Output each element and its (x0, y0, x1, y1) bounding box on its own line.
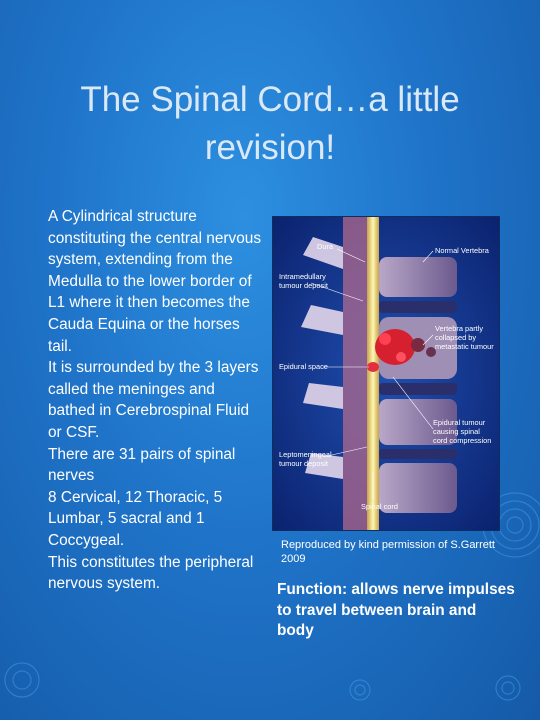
label-epidural-space: Epidural space (279, 362, 328, 371)
figure-caption: Reproduced by kind permission of S.Garrett 2009 (281, 539, 495, 565)
label-epidural-tumour-3: cord compression (433, 436, 492, 445)
spine-diagram (273, 217, 499, 530)
label-epidural-tumour-2: causing spinal (433, 427, 480, 436)
label-vertebra-collapsed-3: metastatic tumour (435, 342, 494, 351)
slide-title: The Spinal Cord…a little revision! (80, 80, 460, 167)
label-spinal-cord: Spinal cord (361, 502, 398, 511)
body-paragraph: 8 Cervical, 12 Thoracic, 5 Lumbar, 5 sacral and 1 Coccygeal. (48, 488, 223, 549)
body-paragraph: A Cylindrical structure constituting the central nervous system, extending from the Medulla to the lower border of L1 where it then becomes the Cauda Equina or the horses tail. (48, 208, 262, 355)
vertebra-bodies (379, 257, 457, 513)
body-paragraph: There are 31 pairs of spinal nerves (48, 445, 236, 485)
label-intramedullary: Intramedullary (279, 272, 326, 281)
label-normal-vertebra: Normal Vertebra (435, 246, 489, 255)
body-paragraph: It is surrounded by the 3 layers called the meninges and bathed in Cerebrospinal Fluid or CSF. (48, 359, 259, 441)
label-intramedullary-2: tumour deposit (279, 281, 328, 290)
label-vertebra-collapsed: Vertebra partly (435, 324, 484, 333)
function-text: Function: allows nerve impulses to travel between brain and body (277, 581, 515, 639)
label-vertebra-collapsed-2: collapsed by (435, 333, 477, 342)
label-dura: Dura (317, 242, 334, 251)
spinal-cord-illustration (272, 216, 500, 531)
label-leptomeningeal-2: tumour deposit (279, 459, 328, 468)
body-paragraph: This constitutes the peripheral nervous system. (48, 553, 254, 593)
label-epidural-tumour: Epidural tumour (433, 418, 486, 427)
label-leptomeningeal: Leptomeningeal (279, 450, 332, 459)
body-text (48, 206, 266, 595)
